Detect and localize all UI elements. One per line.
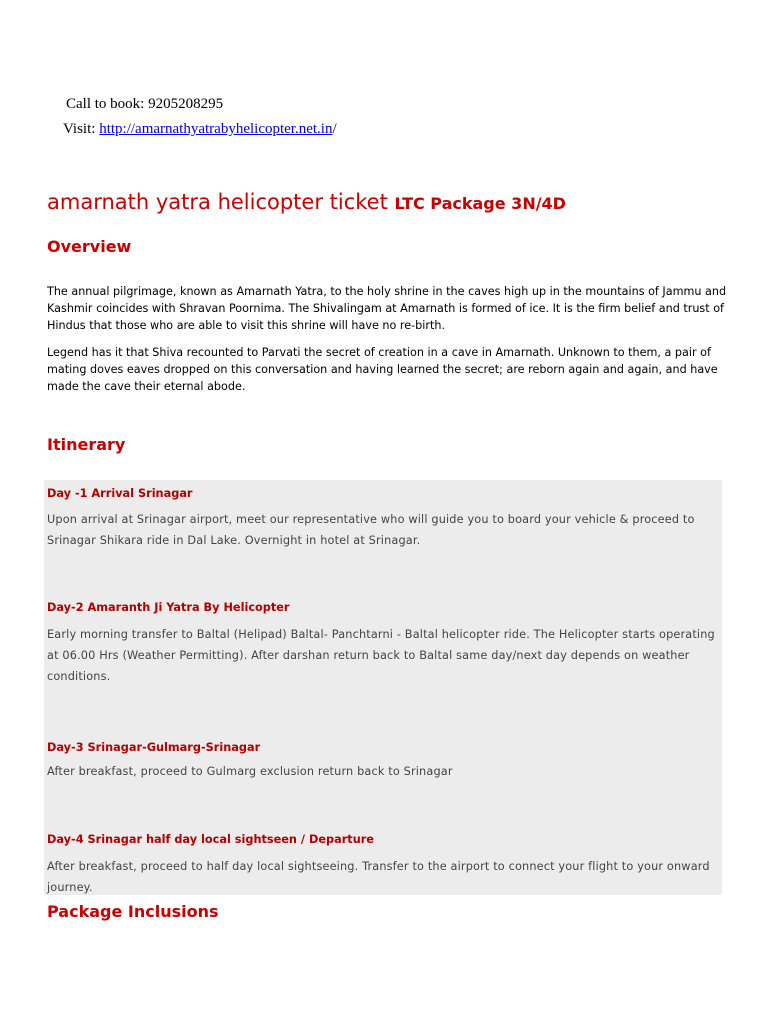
- package-inclusions-heading: Package Inclusions: [47, 902, 219, 921]
- visit-suffix: /: [332, 121, 337, 137]
- page-title-main: amarnath yatra helicopter ticket: [47, 190, 395, 214]
- day-4-title: Day-4 Srinagar half day local sightseen / Departure: [47, 833, 374, 846]
- itinerary-heading: Itinerary: [47, 435, 126, 454]
- overview-paragraph: The annual pilgrimage, known as Amarnath Yatra, to the holy shrine in the caves high up in the mountains of Jammu and Kashmir coincides with Shravan Poornima. The Shivalingam at Amarnath is formed of ice. It is the firm belief and trust of Hindus that those who are able to visit this shrine will have no re-birth.: [47, 285, 727, 332]
- day-4-description: After breakfast, proceed to half day local sightseeing. Transfer to the airport to connect your flight to your onward journey.: [47, 860, 710, 894]
- legend-paragraph: Legend has it that Shiva recounted to Parvati the secret of creation in a cave in Amarnath. Unknown to them, a pair of mating doves eaves dropped on this conversation and having learned the secret; are reborn again and again, and have made the cave their eternal abode.: [47, 346, 718, 393]
- itinerary-panel: [44, 480, 722, 895]
- page-title: [47, 190, 566, 214]
- day-1-description: Upon arrival at Srinagar airport, meet our representative who will guide you to board your vehicle & proceed to Srinagar Shikara ride in Dal Lake. Overnight in hotel at Srinagar.: [47, 513, 695, 547]
- page-title-package: LTC Package 3N/4D: [394, 194, 566, 213]
- day-3-title: Day-3 Srinagar-Gulmarg-Srinagar: [47, 741, 261, 754]
- call-to-book-text: Call to book: 9205208295: [66, 96, 224, 112]
- visit-label: Visit:: [63, 121, 100, 137]
- day-2-description: Early morning transfer to Baltal (Helipad) Baltal- Panchtarni - Baltal helicopter ride. The Helicopter starts operating at 06.00 Hrs (Weather Permitting). After darshan return back to Baltal same day/next day depends on weather conditions.: [47, 628, 715, 683]
- day-3-description: After breakfast, proceed to Gulmarg exclusion return back to Srinagar: [47, 765, 453, 778]
- website-link[interactable]: http://amarnathyatrabyhelicopter.net.in: [99, 121, 333, 137]
- day-1-title: Day -1 Arrival Srinagar: [47, 487, 193, 500]
- day-2-title: Day-2 Amaranth Ji Yatra By Helicopter: [47, 601, 290, 614]
- overview-heading: Overview: [47, 237, 132, 256]
- visit-line: [63, 121, 337, 138]
